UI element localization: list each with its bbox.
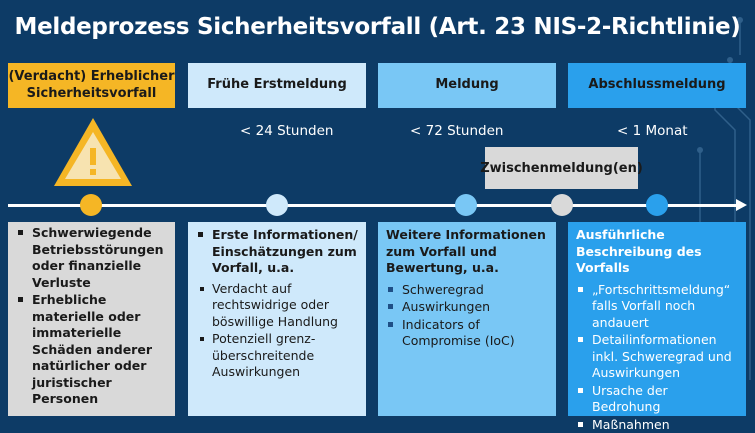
list-item: „Fortschrittsmeldung“ falls Vorfall noch andauert [576, 282, 738, 332]
interim-report-label: Zwischenmeldung(en) [485, 147, 638, 189]
stage-box-early-warning [188, 222, 366, 416]
list-item: Schweregrad [386, 282, 548, 299]
stage-box-final-report [568, 222, 746, 416]
timeline-dot-interim [551, 194, 573, 216]
stage-header-incident: (Verdacht) Erheblicher Sicherheitsvorfall [8, 63, 175, 108]
list-item: Maßnahmen [576, 417, 738, 433]
timeline-dot-early-warning [266, 194, 288, 216]
stage-box-incident [8, 222, 175, 416]
time-label-24h: < 24 Stunden [240, 123, 333, 139]
list-item: Verdacht auf rechtswidrige oder böswillige Handlung [196, 281, 358, 331]
stage-header-final-report: Abschlussmeldung [568, 63, 746, 108]
stage-box-heading: Weitere Informationen zum Vorfall und Bewertung, u.a. [386, 227, 548, 277]
time-label-1-month: < 1 Monat [617, 123, 688, 139]
page-title: Meldeprozess Sicherheitsvorfall (Art. 23 NIS-2-Richtlinie) [0, 14, 755, 40]
list-item: Potenziell grenz-überschreitende Auswirkungen [196, 331, 358, 381]
list-item: Ursache der Bedrohung [576, 383, 738, 416]
timeline-dot-notification [455, 194, 477, 216]
stage-box-notification [378, 222, 556, 416]
list-item: Detailinformationen inkl. Schweregrad und Auswirkungen [576, 332, 738, 382]
stage-box-heading: Ausführliche Beschreibung des Vorfalls [576, 227, 738, 277]
timeline-dot-incident [80, 194, 102, 216]
list-item: Schwerwiegende Betriebsstörungen oder finanzielle Verluste [16, 225, 167, 291]
stage-header-early-warning: Frühe Erstmeldung [188, 63, 366, 108]
time-label-72h: < 72 Stunden [410, 123, 503, 139]
list-item: Auswirkungen [386, 299, 548, 316]
timeline-dot-final-report [646, 194, 668, 216]
timeline-line [8, 204, 738, 207]
list-item: Indicators of Compromise (IoC) [386, 317, 548, 350]
stage-header-notification: Meldung [378, 63, 556, 108]
stage-box-heading: Erste Informationen/ Einschätzungen zum Vorfall, u.a. [196, 227, 358, 277]
list-item: Erhebliche materielle oder immaterielle Schäden anderer natürlicher oder juristischer Personen [16, 292, 167, 408]
warning-triangle-icon [51, 115, 135, 189]
timeline-arrowhead [736, 199, 747, 211]
